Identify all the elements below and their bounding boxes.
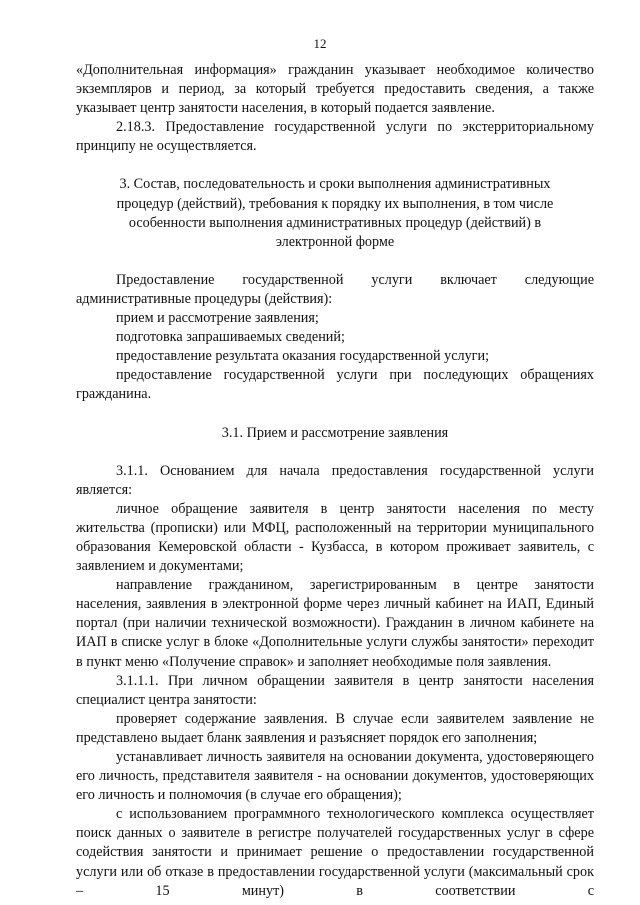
paragraph-2-18-3: 2.18.3. Предоставление государственной услуги по экстерриториальному принципу не осуществляется. <box>76 119 594 155</box>
list-item: предоставление результата оказания государственной услуги; <box>116 348 490 365</box>
page-number: 12 <box>313 36 327 51</box>
paragraph-establish-identity: устанавливает личность заявителя на основании документа, удостоверяющего его личность, представителя заявителя - на основании документов, удостоверяющих его личность и полномочия (в случае его обращения); <box>76 749 594 804</box>
paragraph-check-application: проверяет содержание заявления. В случае если заявителем заявление не представлено выдает бланк заявления и разъясняет порядок его заполнения; <box>76 710 594 746</box>
section-3-heading <box>76 175 594 251</box>
document-body <box>76 61 594 901</box>
spacer <box>76 156 594 175</box>
list-item: подготовка запрашиваемых сведений; <box>116 329 345 346</box>
section-3-1-heading: 3.1. Прием и рассмотрение заявления <box>221 424 449 441</box>
spacer <box>76 405 594 424</box>
spacer <box>76 252 594 271</box>
paragraph-3-1-1-1: 3.1.1.1. При личном обращении заявителя в центр занятости населения специалист центра занятости: <box>76 672 594 708</box>
section-3-heading-line: электронной форме <box>275 233 395 250</box>
paragraph-3-1-1: 3.1.1. Основанием для начала предоставления государственной услуги является: <box>76 462 594 498</box>
section-3-heading-line: особенности выполнения административных процедур (действий) в <box>128 214 542 231</box>
section-3-heading-line: процедур (действий), требования к порядку их выполнения, в том числе <box>116 195 554 212</box>
list-item: прием и рассмотрение заявления; <box>116 310 319 327</box>
paragraph-personal-appeal: личное обращение заявителя в центр занятости населения по месту жительства (прописки) или МФЦ, расположенный на территории муниципального образования Кемеровской области - Кузбасса, в котором проживает заявитель, с заявлением и документами; <box>76 500 594 575</box>
paragraph-additional-info: «Дополнительная информация» гражданин указывает необходимое количество экземпляров и период, за который требуется предоставить сведения, а также указывает центр занятости населения, в который подается заявление. <box>76 62 594 117</box>
list-item: предоставление государственной услуги при последующих обращениях гражданина. <box>76 367 594 403</box>
paragraph-electronic-submission: направление гражданином, зарегистрированным в центре занятости населения, заявления в электронной форме через личный кабинет на ИАП, Единый портал (при наличии технической возможности). Гражданин в личном кабинете на ИАП в списке услуг в блоке «Дополнительные услуги службы занятости» переходит в пункт меню «Получение справок» и заполняет необходимые поля заявления. <box>76 577 594 670</box>
paragraph-data-search: с использованием программного технологического комплекса осуществляет поиск данных о заявителе в регистре получателей государственных услуг в сфере содействия занятости и принимает решение о предоставлении государственной услуги или об отказе в предоставлении государственной услуги (максимальный срок – 15 минут) в соответствии с <box>76 806 594 899</box>
spacer <box>76 443 594 462</box>
section-3-heading-line: 3. Состав, последовательность и сроки выполнения административных <box>119 176 551 193</box>
paragraph-procedures-intro: Предоставление государственной услуги включает следующие административные процедуры (действия): <box>76 271 594 307</box>
